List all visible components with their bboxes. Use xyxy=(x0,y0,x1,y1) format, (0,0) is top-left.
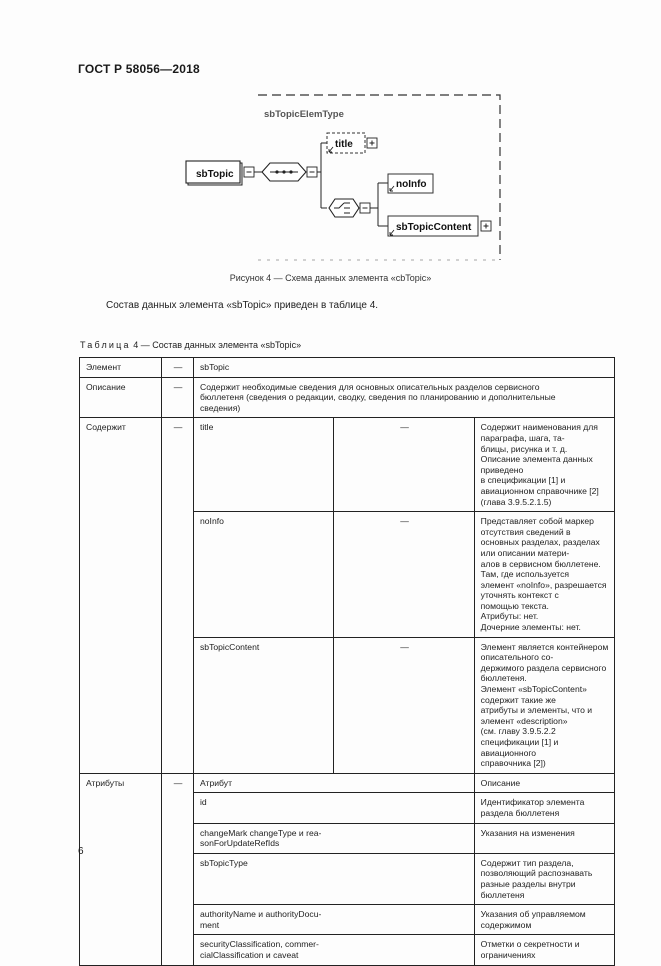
table-row-attributes-head xyxy=(80,773,615,793)
table-row-description xyxy=(80,377,615,418)
text-line: основных разделах, разделах или описании матери- xyxy=(480,537,600,558)
text-line: Описание элемента данных приведено xyxy=(480,454,593,475)
attr-name xyxy=(194,905,475,935)
child-description xyxy=(474,637,614,773)
dash-cell: — xyxy=(162,773,194,965)
table-caption-text: 4 — Состав данных элемента «sbTopic» xyxy=(133,340,302,350)
text-line: справочника [2]) xyxy=(480,758,546,769)
text-line: разные разделы внутри бюллетеня xyxy=(480,878,576,900)
child-name: sbTopicContent xyxy=(194,637,334,773)
row-label: Содержит xyxy=(80,418,162,773)
text-line: Элемент является контейнером описательного со- xyxy=(480,641,609,663)
attr-desc xyxy=(474,793,614,823)
attr-header-desc: Описание xyxy=(474,773,614,793)
text-line: Содержит наименования для параграфа, шага, та- xyxy=(480,422,598,443)
text-line: (глава 3.9.5.2.1.5) xyxy=(480,496,552,507)
schema-diagram xyxy=(0,0,661,270)
text-line: помощью текста. xyxy=(480,600,549,611)
dash-cell: — xyxy=(162,418,194,773)
child-name: title xyxy=(194,418,334,512)
root-element-label: sbTopic xyxy=(196,169,234,180)
attr-name xyxy=(194,853,475,904)
text-line: держимого раздела сервисного бюллетеня. xyxy=(480,662,607,684)
text-line: в спецификации [1] и авиационном справочнике [2] xyxy=(480,475,599,496)
page-number: 6 xyxy=(78,846,84,857)
text-line: cialClassification и caveat xyxy=(200,949,299,960)
text-line: блицы, рисунка и т. д. xyxy=(480,443,568,454)
row-label: Атрибуты xyxy=(80,773,162,965)
noinfo-element-label: noInfo xyxy=(396,179,427,190)
child-name: noInfo xyxy=(194,512,334,638)
text-line: Отметки о секретности и ограничениях xyxy=(480,939,580,960)
text-line: Представляет собой маркер отсутствия сведений в xyxy=(480,516,594,537)
row-label: Элемент xyxy=(80,358,162,378)
table-row-contains-title xyxy=(80,418,615,512)
row-label: Описание xyxy=(80,377,162,418)
text-line: Указания на изменения xyxy=(480,827,575,838)
dash-cell: — xyxy=(334,512,474,638)
text-line: Атрибуты: нет. xyxy=(480,611,539,622)
text-line: Содержит тип раздела, позволяющий распознавать xyxy=(480,857,593,879)
attr-desc xyxy=(474,823,614,853)
text-line: Указания об управляемом содержимом xyxy=(480,909,586,930)
dash-cell: — xyxy=(162,358,194,378)
text-line: authorityName и authorityDocu- xyxy=(200,909,322,920)
text-line: Идентификатор элемента раздела бюллетеня xyxy=(480,797,585,818)
composition-table xyxy=(79,357,615,966)
text-line: securityClassification, commer- xyxy=(200,939,319,950)
table-caption-prefix: Таблица xyxy=(80,340,131,350)
text-line: changeMark changeType и rea- xyxy=(200,827,322,838)
body-paragraph: Состав данных элемента «sbTopic» приведен в таблице 4. xyxy=(106,300,379,311)
attr-desc xyxy=(474,853,614,904)
attr-name xyxy=(194,935,475,965)
dash-cell: — xyxy=(334,637,474,773)
table-caption xyxy=(80,340,301,350)
attr-desc xyxy=(474,905,614,935)
text-line: сведения) xyxy=(200,402,241,413)
text-line: ment xyxy=(200,919,220,930)
text-line: sbTopicType xyxy=(200,857,248,868)
title-element-label: title xyxy=(335,139,353,150)
text-line: Дочерние элементы: нет. xyxy=(480,622,581,633)
dash-cell: — xyxy=(334,418,474,512)
content-element-label: sbTopicContent xyxy=(396,222,472,233)
text-line: элемент «noInfo», разрешается уточнять контекст с xyxy=(480,579,607,601)
text-line: алов в сервисном бюллетене. Там, где используется xyxy=(480,558,601,580)
text-line: Элемент «sbTopicContent» содержит такие же xyxy=(480,684,587,705)
document-header: ГОСТ Р 58056—2018 xyxy=(78,62,200,76)
child-description xyxy=(474,512,614,638)
attr-name xyxy=(194,793,475,823)
text-line: (см. главу 3.9.5.2.2 спецификации [1] и авиационного xyxy=(480,726,559,758)
table-row-element xyxy=(80,358,615,378)
text-line: атрибуты и элементы, что и элемент «description» xyxy=(480,705,593,726)
type-name-label: sbTopicElemType xyxy=(264,109,344,120)
attr-header-name: Атрибут xyxy=(194,773,475,793)
dash-cell: — xyxy=(162,377,194,418)
text-line: id xyxy=(200,797,207,808)
figure-caption: Рисунок 4 — Схема данных элемента «cbTopic» xyxy=(229,273,432,283)
text-line: Содержит необходимые сведения для основных описательных разделов сервисного xyxy=(200,381,540,392)
text-line: sonForUpdateRefIds xyxy=(200,838,280,849)
attr-name xyxy=(194,823,475,853)
attr-desc xyxy=(474,935,614,965)
element-value: sbTopic xyxy=(194,358,615,378)
text-line: бюллетеня (сведения о редакции, сводку, сведения по планированию и дополнительные xyxy=(200,392,556,403)
description-value xyxy=(194,377,615,418)
child-description xyxy=(474,418,614,512)
